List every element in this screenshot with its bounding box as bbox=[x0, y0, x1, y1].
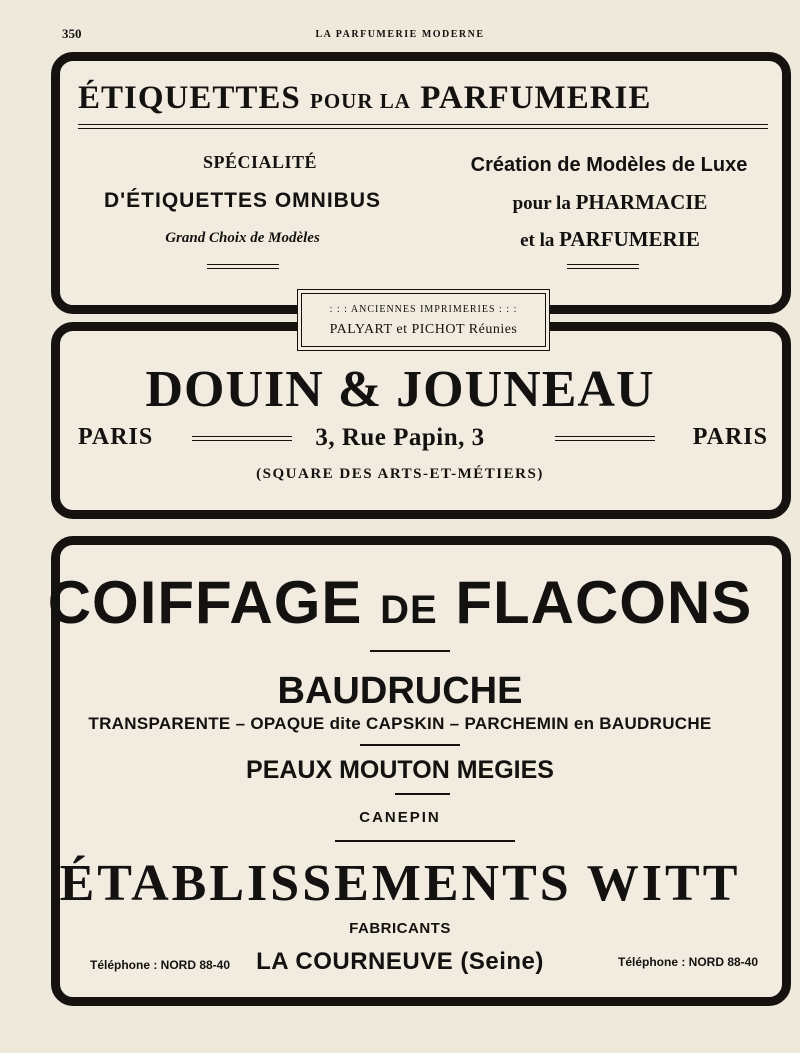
imprimeries-box bbox=[297, 289, 550, 351]
coiffage-connector: DE bbox=[380, 588, 438, 632]
pharmacie-word: PHARMACIE bbox=[575, 190, 708, 214]
parfumerie-line bbox=[485, 227, 735, 252]
peaux-line: PEAUX MOUTON MEGIES bbox=[246, 756, 554, 784]
pharmacie-line bbox=[485, 190, 735, 215]
materials-line: TRANSPARENTE – OPAQUE dite CAPSKIN – PARCHEMIN en BAUDRUCHE bbox=[88, 714, 712, 733]
etiquettes-title-word: ÉTIQUETTES bbox=[78, 80, 301, 116]
separator-rule bbox=[335, 840, 515, 842]
separator-rule bbox=[395, 793, 450, 795]
baudruche-heading: BAUDRUCHE bbox=[277, 670, 523, 712]
grand-choix-label: Grand Choix de Modèles bbox=[165, 230, 320, 246]
etiquettes-title-connector: POUR LA bbox=[310, 89, 411, 113]
creation-label: Création de Modèles de Luxe bbox=[470, 154, 748, 176]
page-number: 350 bbox=[62, 26, 82, 41]
separator-rule bbox=[370, 650, 450, 652]
address-rule-right bbox=[555, 436, 655, 441]
phone-right: Téléphone : NORD 88-40 bbox=[618, 955, 759, 969]
phone-left: Téléphone : NORD 88-40 bbox=[90, 958, 231, 972]
title-double-rule bbox=[78, 124, 768, 129]
omnibus-label: D'ÉTIQUETTES OMNIBUS bbox=[103, 189, 381, 212]
coiffage-word: COIFFAGE bbox=[47, 569, 363, 636]
flacons-word: FLACONS bbox=[455, 569, 753, 636]
right-column-rule bbox=[567, 264, 639, 269]
address: 3, Rue Papin, 3 bbox=[315, 424, 485, 451]
running-head: LA PARFUMERIE MODERNE bbox=[315, 29, 485, 40]
specialite-label: SPÉCIALITÉ bbox=[202, 152, 318, 172]
square-label: (SQUARE DES ARTS-ET-MÉTIERS) bbox=[256, 466, 544, 482]
pharmacie-prefix: pour la bbox=[512, 193, 571, 214]
douin-ad-frame bbox=[51, 322, 791, 519]
location-label: LA COURNEUVE (Seine) bbox=[256, 948, 544, 975]
etiquettes-title-parfumerie: PARFUMERIE bbox=[420, 80, 652, 116]
coiffage-title bbox=[0, 568, 800, 637]
separator-rule bbox=[360, 744, 460, 746]
imprimeries-names: PALYART et PICHOT Réunies bbox=[329, 322, 518, 337]
witt-title: ÉTABLISSEMENTS WITT bbox=[59, 855, 741, 912]
parfumerie-word: PARFUMERIE bbox=[559, 227, 700, 251]
canepin-label: CANEPIN bbox=[359, 809, 441, 826]
etiquettes-title bbox=[78, 80, 651, 117]
douin-jouneau-title: DOUIN & JOUNEAU bbox=[145, 361, 655, 418]
imprimeries-label: : : : ANCIENNES IMPRIMERIES : : : bbox=[329, 304, 518, 315]
city-right: PARIS bbox=[692, 424, 768, 450]
fabricants-label: FABRICANTS bbox=[349, 920, 451, 937]
left-column-rule bbox=[207, 264, 279, 269]
parfumerie-prefix: et la bbox=[520, 230, 555, 251]
city-left: PARIS bbox=[78, 424, 154, 450]
